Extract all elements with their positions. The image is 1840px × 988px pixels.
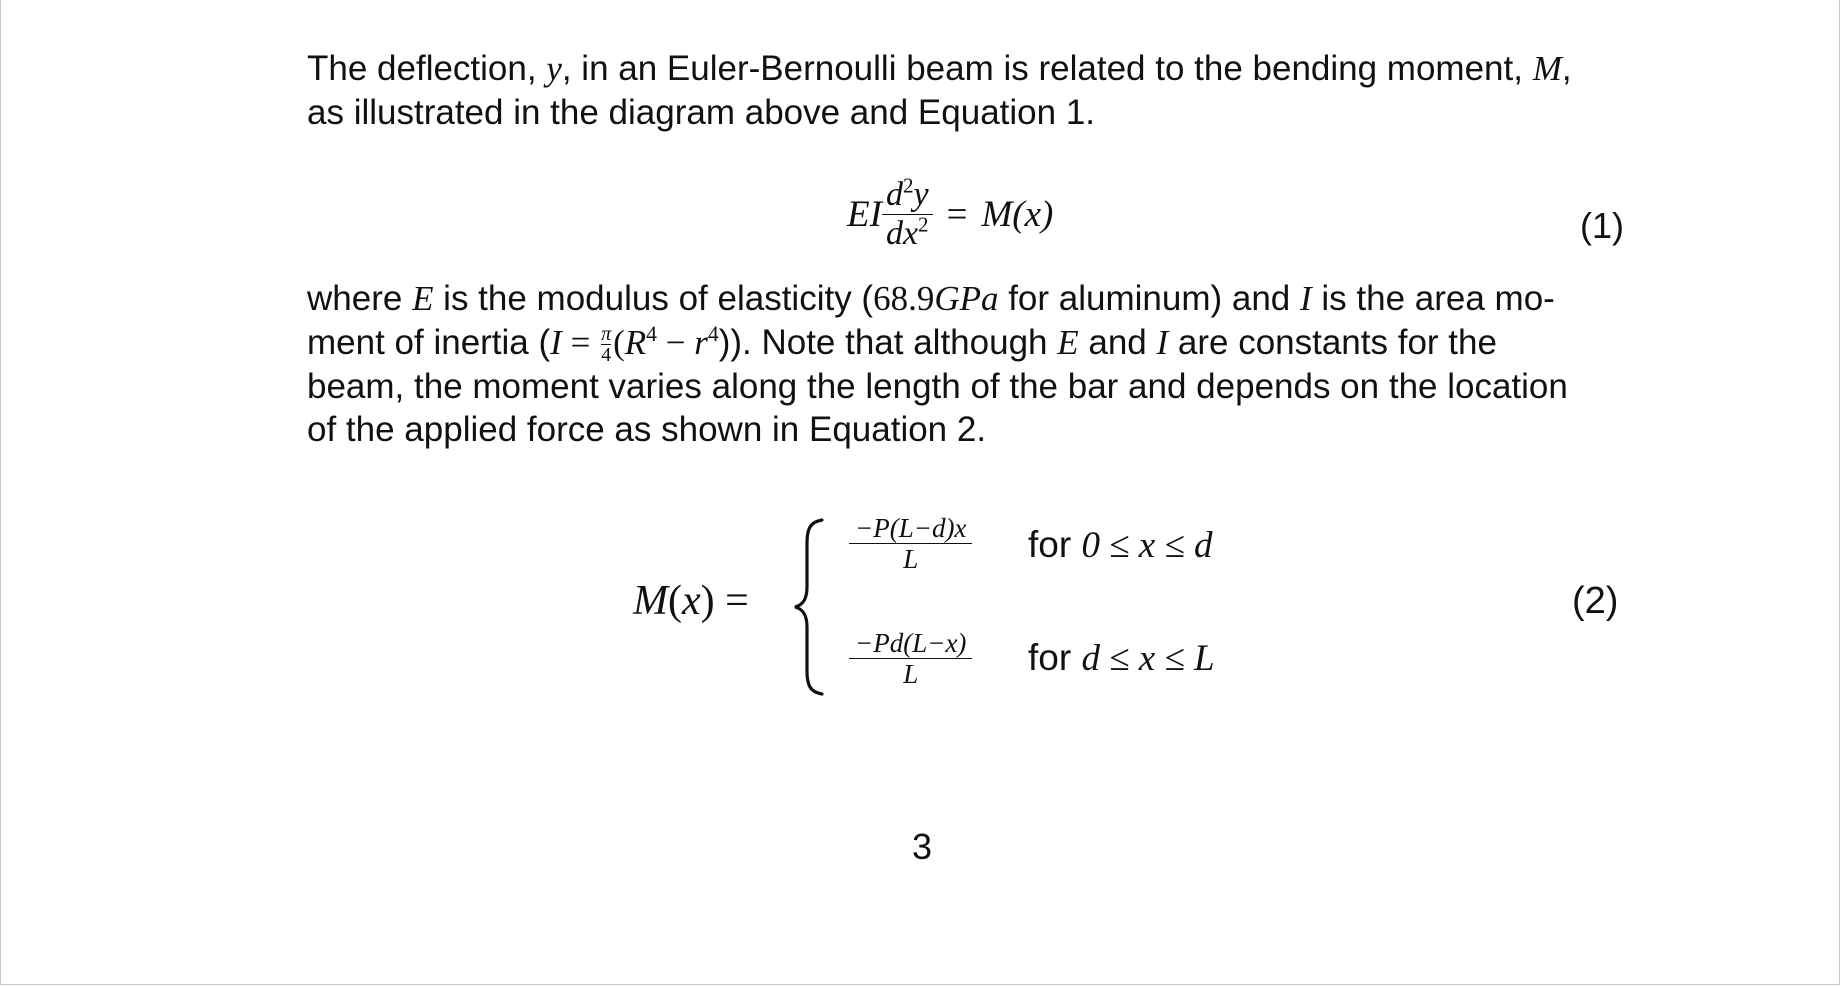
case-2-fraction xyxy=(849,628,972,689)
equation-1 xyxy=(847,173,1054,253)
fraction-denominator: $dx^2$ xyxy=(885,212,929,252)
modulus-unit: GPa xyxy=(934,279,999,318)
equation-2-lhs: M(x) = xyxy=(633,578,749,624)
math-variable-M: M xyxy=(1532,49,1562,88)
case-2-denominator: L xyxy=(903,659,919,689)
equation-number-1: (1) xyxy=(1580,205,1624,246)
equation-number-2: (2) xyxy=(1572,580,1619,622)
case-1-denominator: L xyxy=(903,544,919,574)
case-1-numerator: −P(L−d)x xyxy=(855,513,967,543)
text-run: The deflection, xyxy=(307,49,547,88)
pi-over-four-fraction: $\frac{\pi}{4}$ xyxy=(601,322,612,366)
case-2-numerator: −Pd(L−x) xyxy=(855,628,967,658)
fraction-numerator: $d^2y$ xyxy=(885,173,929,213)
page-number: 3 xyxy=(912,826,933,867)
text-run: , in an Euler-Bernoulli beam is related to the bending moment, xyxy=(561,49,1533,88)
case-1-fraction xyxy=(849,513,972,574)
modulus-value: 68.9 xyxy=(873,279,935,318)
equals-sign: = xyxy=(946,194,968,235)
text-run: , xyxy=(1561,49,1572,88)
equation-rhs: M(x) xyxy=(981,194,1054,235)
derivative-fraction xyxy=(882,173,933,253)
intro-paragraph xyxy=(307,47,1625,134)
modulus-paragraph: where E is the modulus of elasticity (68.9GPa for aluminum) and I is the area mo- ment of inertia (I = $\frac{\pi}{4}$ $(R^4 - r^4)$). Note that although E and I are constants for the beam, the moment varies along the length of the bar and depends on the location of the applied force as shown in Equation 2. xyxy=(307,279,1568,450)
math-variable-y: y xyxy=(546,49,562,88)
case-2-condition: for d ≤ x ≤ L xyxy=(1028,637,1215,679)
left-brace-icon xyxy=(792,517,828,697)
case-1-condition: for 0 ≤ x ≤ d xyxy=(1028,524,1213,566)
equation-lhs-EI: EI xyxy=(847,194,882,235)
text-run: as illustrated in the diagram above and Equation 1. xyxy=(307,92,1096,132)
